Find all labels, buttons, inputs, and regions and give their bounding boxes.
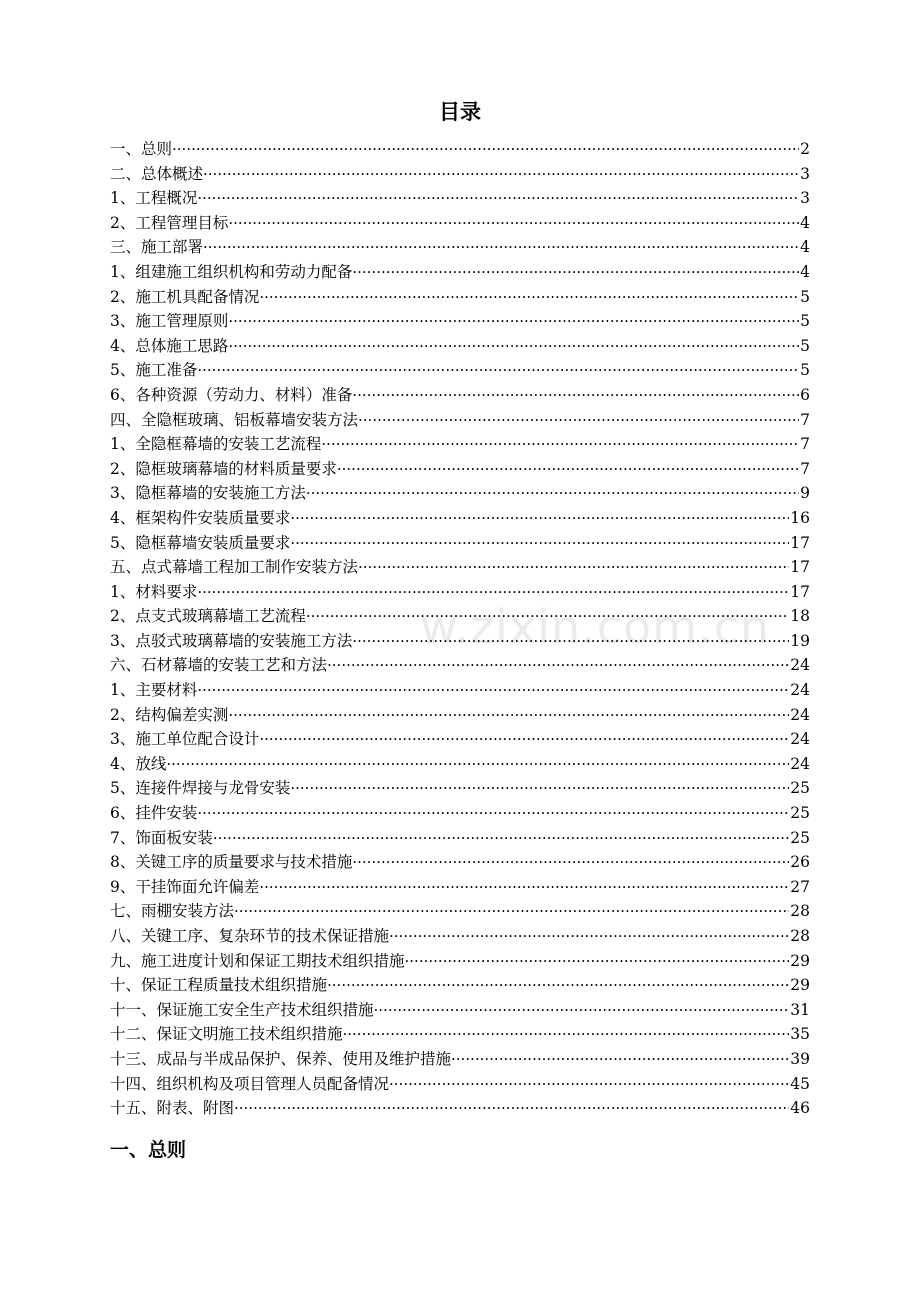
toc-entry-text: 1、全隐框幕墙的安装工艺流程	[110, 435, 322, 454]
toc-entry[interactable]	[110, 752, 810, 777]
toc-entry-page: 6	[800, 385, 810, 404]
toc-entry-text: 6、各种资源（劳动力、材料）准备	[110, 385, 353, 404]
toc-entry-text: 十二、保证文明施工技术组织措施	[110, 1025, 343, 1044]
toc-entry-text: 十五、附表、附图	[110, 1099, 235, 1118]
toc-entry-page: 28	[790, 927, 810, 945]
toc-entry-page: 25	[790, 828, 810, 847]
toc-entry-page: 7	[800, 435, 810, 454]
toc-entry[interactable]	[110, 358, 810, 383]
toc-dot-leader	[352, 260, 799, 285]
toc-entry-text: 四、全隐框玻璃、铝板幕墙安装方法	[110, 410, 359, 429]
toc-dot-leader	[197, 678, 789, 703]
toc-entry-text: 3、施工单位配合设计	[110, 730, 260, 749]
toc-entry-text: 1、组建施工组织机构和劳动力配备	[110, 262, 353, 281]
toc-entry-page: 35	[790, 1025, 810, 1044]
toc-dot-leader	[228, 703, 789, 728]
toc-entry-text: 3、施工管理原则	[110, 312, 229, 331]
toc-entry-page: 19	[790, 631, 810, 650]
toc-entry-text: 2、结构偏差实测	[110, 705, 229, 724]
toc-entry[interactable]	[110, 481, 810, 506]
toc-dot-leader	[321, 432, 799, 457]
toc-entry-page: 5	[800, 312, 810, 331]
toc-entry-page: 5	[800, 361, 810, 380]
toc-dot-leader	[172, 137, 799, 162]
toc-entry[interactable]	[110, 432, 810, 457]
toc-entry[interactable]	[110, 408, 810, 433]
toc-entry-text: 5、施工准备	[110, 361, 198, 380]
toc-entry[interactable]	[110, 826, 810, 851]
toc-entry-text: 5、隐框幕墙安装质量要求	[110, 533, 291, 552]
toc-dot-leader	[337, 457, 799, 482]
toc-entry[interactable]	[110, 285, 810, 310]
toc-title: 目录	[439, 100, 481, 124]
toc-entry-text: 七、雨棚安装方法	[110, 902, 235, 921]
toc-entry-page: 46	[790, 1099, 810, 1118]
toc-entry[interactable]	[110, 457, 810, 482]
toc-entry-page: 25	[790, 779, 810, 798]
toc-entry[interactable]	[110, 506, 810, 531]
toc-dot-leader	[197, 358, 799, 383]
toc-dot-leader	[306, 481, 799, 506]
toc-dot-leader	[405, 949, 790, 974]
toc-entry-text: 五、点式幕墙工程加工制作安装方法	[110, 558, 359, 577]
toc-entry-page: 24	[790, 705, 810, 724]
toc-dot-leader	[166, 752, 789, 777]
toc-dot-leader	[203, 235, 799, 260]
toc-dot-leader	[352, 850, 789, 875]
toc-entry-text: 8、关键工序的质量要求与技术措施	[110, 853, 353, 872]
toc-entry[interactable]	[110, 334, 810, 359]
toc-entry-page: 45	[790, 1074, 810, 1093]
toc-entry-text: 一、总则	[110, 140, 173, 158]
toc-entry-page: 7	[800, 459, 810, 478]
toc-entry-page: 29	[790, 951, 810, 970]
toc-entry-text: 二、总体概述	[110, 164, 204, 183]
toc-dot-leader	[290, 506, 789, 531]
toc-entry-text: 九、施工进度计划和保证工期技术组织措施	[110, 951, 405, 970]
toc-entry-text: 十三、成品与半成品保护、保养、使用及维护措施	[110, 1049, 452, 1068]
toc-entry[interactable]	[110, 309, 810, 334]
toc-entry-page: 17	[790, 582, 810, 601]
toc-entry[interactable]	[110, 629, 810, 654]
toc-entry[interactable]	[110, 162, 810, 187]
toc-entry-page: 25	[790, 804, 810, 823]
toc-entry[interactable]	[110, 555, 810, 580]
toc-dot-leader	[228, 334, 799, 359]
toc-entry[interactable]	[110, 998, 810, 1023]
toc-entry-text: 5、连接件焊接与龙骨安装	[110, 779, 291, 798]
toc-entry[interactable]	[110, 1022, 810, 1047]
toc-entry-page: 17	[790, 533, 810, 552]
toc-entry-page: 4	[800, 213, 810, 232]
toc-entry-text: 3、隐框幕墙的安装施工方法	[110, 484, 306, 503]
toc-entry-text: 1、材料要求	[110, 582, 198, 601]
toc-entry-page: 24	[790, 754, 810, 773]
toc-entry[interactable]	[110, 1072, 810, 1097]
toc-dot-leader	[358, 408, 799, 433]
toc-dot-leader	[327, 973, 789, 998]
toc-entry[interactable]	[110, 1047, 810, 1072]
toc-dot-leader	[290, 531, 789, 556]
toc-dot-leader	[389, 924, 789, 949]
toc-entry-page: 24	[790, 656, 810, 675]
toc-dot-leader	[358, 555, 789, 580]
toc-entry[interactable]	[110, 924, 810, 949]
toc-dot-leader	[197, 801, 789, 826]
toc-entry-page: 3	[800, 164, 810, 183]
toc-entry-text: 4、总体施工思路	[110, 336, 229, 355]
toc-entry[interactable]	[110, 211, 810, 236]
toc-dot-leader	[343, 1022, 790, 1047]
toc-entry-page: 28	[790, 902, 810, 921]
toc-entry-page: 24	[790, 681, 810, 700]
toc-entry[interactable]	[110, 949, 810, 974]
toc-list	[110, 137, 810, 1121]
toc-entry[interactable]	[110, 776, 810, 801]
toc-entry-text: 六、石材幕墙的安装工艺和方法	[110, 656, 328, 675]
watermark: w.zixin.com.cn	[420, 600, 771, 654]
toc-dot-leader	[197, 580, 789, 605]
toc-entry-page: 18	[790, 607, 810, 626]
toc-dot-leader	[259, 285, 799, 310]
toc-entry[interactable]	[110, 850, 810, 875]
toc-entry-text: 1、工程概况	[110, 189, 198, 208]
toc-entry-page: 7	[800, 410, 810, 429]
toc-entry[interactable]	[110, 653, 810, 678]
toc-entry-text: 9、干挂饰面允许偏差	[110, 877, 260, 896]
toc-dot-leader	[259, 875, 789, 900]
toc-entry-text: 3、点驳式玻璃幕墙的安装施工方法	[110, 631, 353, 650]
toc-dot-leader	[259, 727, 789, 752]
toc-entry-text: 三、施工部署	[110, 238, 204, 257]
toc-entry-text: 1、主要材料	[110, 681, 198, 700]
toc-entry-page: 27	[790, 877, 810, 896]
toc-entry-text: 7、饰面板安装	[110, 828, 213, 847]
toc-entry-page: 31	[790, 1000, 810, 1019]
toc-entry[interactable]	[110, 260, 810, 285]
toc-entry[interactable]	[110, 703, 810, 728]
toc-dot-leader	[451, 1047, 789, 1072]
toc-entry[interactable]	[110, 875, 810, 900]
toc-entry-text: 2、施工机具配备情况	[110, 287, 260, 306]
toc-entry-page: 17	[790, 558, 810, 577]
toc-dot-leader	[290, 776, 789, 801]
toc-entry[interactable]	[110, 531, 810, 556]
toc-entry[interactable]	[110, 604, 810, 629]
toc-dot-leader	[352, 629, 789, 654]
toc-entry-page: 2	[800, 140, 810, 158]
toc-dot-leader	[203, 162, 799, 187]
toc-entry-text: 2、隐框玻璃幕墙的材料质量要求	[110, 459, 337, 478]
toc-dot-leader	[213, 826, 789, 851]
toc-dot-leader	[197, 186, 799, 211]
toc-entry-text: 十四、组织机构及项目管理人员配备情况	[110, 1074, 390, 1093]
toc-entry[interactable]	[110, 801, 810, 826]
toc-dot-leader	[228, 309, 799, 334]
toc-entry-text: 4、框架构件安装质量要求	[110, 508, 291, 527]
section-heading: 一、总则	[110, 1139, 187, 1161]
toc-entry-page: 9	[800, 484, 810, 503]
toc-entry[interactable]	[110, 580, 810, 605]
toc-entry-page: 24	[790, 730, 810, 749]
toc-dot-leader	[306, 604, 789, 629]
toc-entry-text: 6、挂件安装	[110, 804, 198, 823]
toc-dot-leader	[228, 211, 799, 236]
toc-entry[interactable]	[110, 727, 810, 752]
toc-entry-page: 39	[790, 1049, 810, 1068]
toc-entry-page: 5	[800, 336, 810, 355]
toc-dot-leader	[352, 383, 799, 408]
toc-entry-text: 2、工程管理目标	[110, 213, 229, 232]
toc-entry[interactable]	[110, 1096, 810, 1121]
toc-entry-page: 3	[800, 189, 810, 208]
toc-entry[interactable]	[110, 235, 810, 260]
toc-entry[interactable]	[110, 383, 810, 408]
toc-dot-leader	[234, 899, 789, 924]
toc-entry-page: 29	[790, 976, 810, 995]
toc-entry-page: 4	[800, 238, 810, 257]
toc-entry-text: 十、保证工程质量技术组织措施	[110, 976, 328, 995]
toc-dot-leader	[234, 1096, 789, 1121]
toc-entry[interactable]	[110, 137, 810, 162]
toc-entry-text: 八、关键工序、复杂环节的技术保证措施	[110, 927, 390, 945]
toc-entry-page: 26	[790, 853, 810, 872]
toc-entry[interactable]	[110, 899, 810, 924]
toc-entry-page: 16	[790, 508, 810, 527]
toc-entry-page: 5	[800, 287, 810, 306]
toc-dot-leader	[389, 1072, 789, 1097]
toc-entry[interactable]	[110, 678, 810, 703]
toc-dot-leader	[327, 653, 789, 678]
toc-entry-page: 4	[800, 262, 810, 281]
toc-entry-text: 4、放线	[110, 754, 167, 773]
toc-entry-text: 十一、保证施工安全生产技术组织措施	[110, 1000, 374, 1019]
toc-entry[interactable]	[110, 186, 810, 211]
toc-entry[interactable]	[110, 973, 810, 998]
toc-entry-text: 2、点支式玻璃幕墙工艺流程	[110, 607, 306, 626]
toc-dot-leader	[374, 998, 790, 1023]
